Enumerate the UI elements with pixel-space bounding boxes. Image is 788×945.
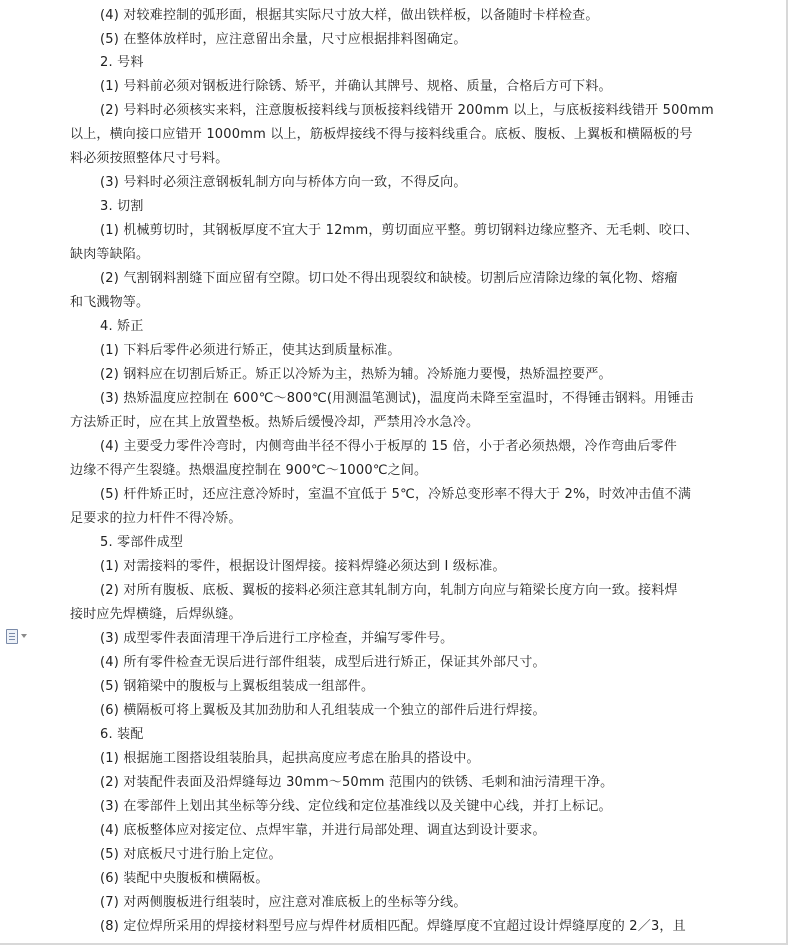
- text-line: (4) 主要受力零件冷弯时，内侧弯曲半径不得小于板厚的 15 倍，小于者必须热煨，冷作弯曲后零件: [100, 439, 677, 454]
- text-line: 料必须按照整体尺寸号料。: [70, 151, 229, 166]
- text-line: (6) 装配中央腹板和横隔板。: [100, 871, 269, 886]
- text-line: (1) 根据施工图搭设组装胎具，起拱高度应考虑在胎具的搭设中。: [100, 751, 480, 766]
- text-line: (2) 对装配件表面及沿焊缝每边 30mm～50mm 范围内的铁锈、毛刺和油污清理干净。: [100, 775, 614, 790]
- text-line: (1) 机械剪切时，其钢板厚度不宜大于 12mm，剪切面应平整。剪切钢料边缘应整齐、无毛刺、咬口、: [100, 223, 699, 238]
- text-line: (1) 下料后零件必须进行矫正，使其达到质量标准。: [100, 343, 401, 358]
- text-line: 接时应先焊横缝，后焊纵缝。: [70, 607, 242, 622]
- text-line: (8) 定位焊所采用的焊接材料型号应与焊件材质相匹配。焊缝厚度不宜超过设计焊缝厚度的 2／3，且: [100, 919, 686, 934]
- text-line: 方法矫正时，应在其上放置垫板。热矫后缓慢冷却，严禁用冷水急冷。: [70, 415, 480, 430]
- text-line: (1) 对需接料的零件，根据设计图焊接。接料焊缝必须达到 I 级标准。: [100, 559, 506, 574]
- text-line: (5) 杆件矫正时，还应注意冷矫时，室温不宜低于 5℃，冷矫总变形率不得大于 2%，时效冲击值不满: [100, 487, 692, 502]
- text-line: (2) 气割钢料割缝下面应留有空隙。切口处不得出现裂纹和缺棱。切割后应清除边缘的氧化物、熔瘤: [100, 271, 678, 286]
- text-line: 足要求的拉力杆件不得冷矫。: [70, 511, 242, 526]
- text-line: 缺肉等缺陷。: [70, 247, 150, 262]
- text-line: (6) 横隔板可将上翼板及其加劲肋和人孔组装成一个独立的部件后进行焊接。: [100, 703, 546, 718]
- text-line: (2) 号料时必须核实来料，注意腹板接料线与顶板接料线错开 200mm 以上，与底板接料线错开 500mm: [100, 103, 714, 118]
- text-line: (1) 号料前必须对钢板进行除锈、矫平，并确认其牌号、规格、质量，合格后方可下料。: [100, 79, 612, 94]
- text-line: (3) 在零部件上划出其坐标等分线、定位线和定位基准线以及关键中心线，并打上标记。: [100, 799, 612, 814]
- text-line: (3) 成型零件表面清理干净后进行工序检查，并编写零件号。: [100, 631, 454, 646]
- text-line: (3) 热矫温度应控制在 600℃～800℃(用测温笔测试)，温度尚未降至室温时，不得锤击钢料。用锤击: [100, 391, 694, 406]
- text-line: (5) 钢箱梁中的腹板与上翼板组装成一组部件。: [100, 679, 375, 694]
- document-icon: [6, 629, 18, 644]
- text-line: (4) 所有零件检查无误后进行部件组装，成型后进行矫正，保证其外部尺寸。: [100, 655, 546, 670]
- text-line: 以上，横向接口应错开 1000mm 以上，筋板焊接线不得与接料线重合。底板、腹板、上翼板和横隔板的号: [70, 127, 693, 142]
- text-line: (3) 号料时必须注意钢板轧制方向与桥体方向一致，不得反向。: [100, 175, 467, 190]
- text-line: (2) 对所有腹板、底板、翼板的接料必须注意其轧制方向，轧制方向应与箱梁长度方向一致。接料焊: [100, 583, 678, 598]
- text-line: 2. 号料: [100, 55, 144, 70]
- text-line: (2) 钢料应在切割后矫正。矫正以冷矫为主，热矫为辅。冷矫施力要慢，热矫温控要严。: [100, 367, 612, 382]
- text-line: (7) 对两侧腹板进行组装时，应注意对准底板上的坐标等分线。: [100, 895, 467, 910]
- text-line: 和飞溅物等。: [70, 295, 150, 310]
- text-line: (5) 对底板尺寸进行胎上定位。: [100, 847, 282, 862]
- text-line: 3. 切割: [100, 199, 144, 214]
- chevron-down-icon: [21, 634, 27, 638]
- text-line: (4) 底板整体应对接定位、点焊牢靠，并进行局部处理、调直达到设计要求。: [100, 823, 546, 838]
- text-line: 边缘不得产生裂缝。热煨温度控制在 900℃～1000℃之间。: [70, 463, 428, 478]
- text-line: 6. 装配: [100, 727, 144, 742]
- text-line: 4. 矫正: [100, 319, 144, 334]
- text-line: 5. 零部件成型: [100, 535, 184, 550]
- text-line: (4) 对较难控制的弧形面，根据其实际尺寸放大样，做出铁样板，以备随时卡样检查。: [100, 8, 599, 23]
- paragraph-options-button[interactable]: [6, 628, 32, 644]
- text-line: (5) 在整体放样时，应注意留出余量，尺寸应根据排料图确定。: [100, 32, 467, 47]
